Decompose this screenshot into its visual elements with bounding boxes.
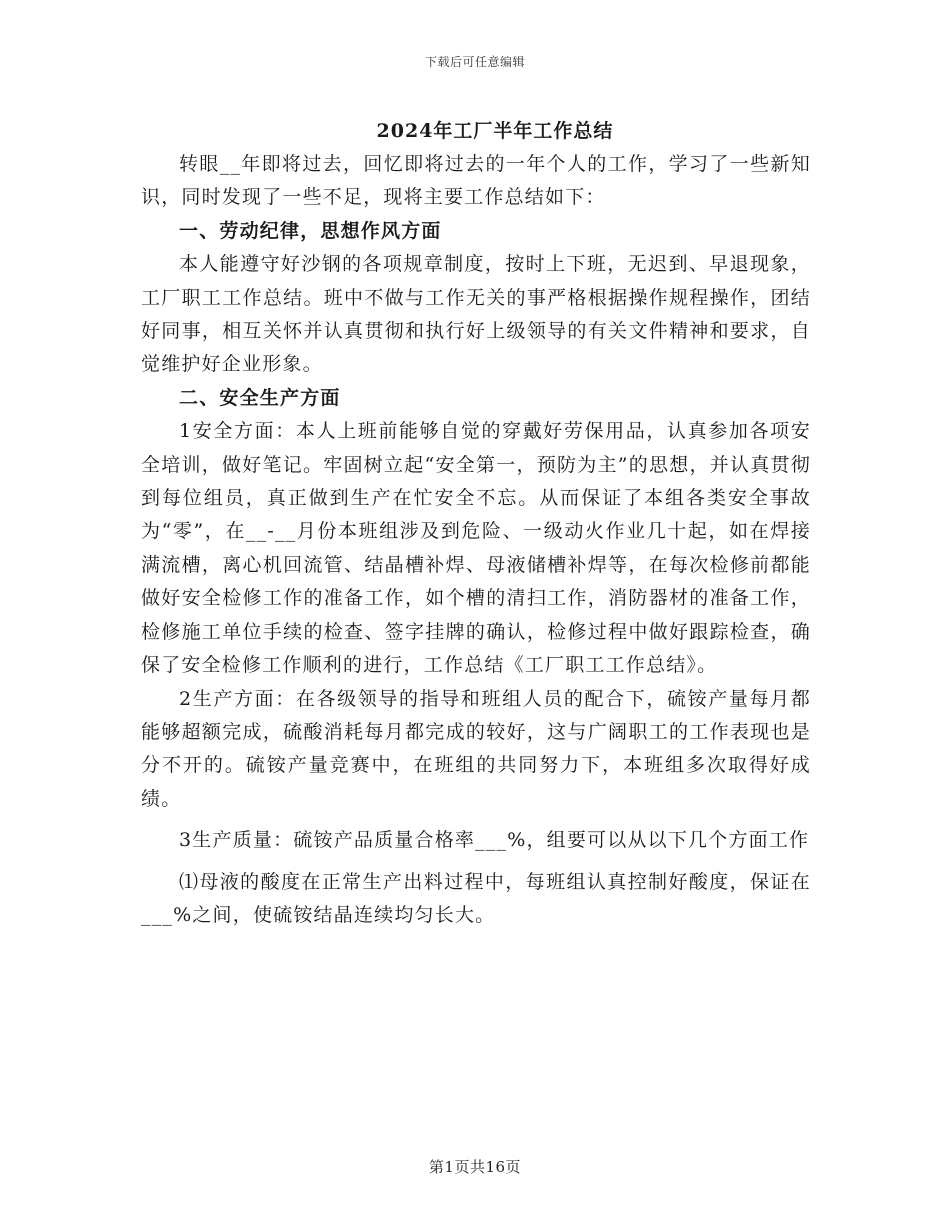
header-note: 下载后可任意编辑 [424, 55, 525, 69]
paragraph-acidity: ⑴母液的酸度在正常生产出料过程中，每班组认真控制好酸度，保证在___%之间，使硫铵结晶连续均匀长大。 [141, 870, 811, 926]
section-heading-discipline: 一、劳动纪律，思想作风方面 [179, 219, 442, 242]
document-title: 2024年工厂半年工作总结 [376, 120, 614, 142]
intro-paragraph: 转眼__年即将过去，回忆即将过去的一年个人的工作，学习了一些新知识，同时发现了一些不足，现将主要工作总结如下： [141, 153, 811, 209]
document-body [141, 148, 811, 932]
page-number: 第1页共16页 [428, 1158, 522, 1176]
paragraph-production: 2生产方面：在各级领导的指导和班组人员的配合下，硫铵产量每月都能够超额完成，硫酸消耗每月都完成的较好，这与广阔职工的工作表现也是分不开的。硫铵产量竞赛中，在班组的共同努力下，本班组多次取得好成绩。 [141, 687, 811, 810]
paragraph-safety: 1安全方面：本人上班前能够自觉的穿戴好劳保用品，认真参加各项安全培训，做好笔记。牢固树立起“安全第一，预防为主”的思想，并认真贯彻到每位组员，真正做到生产在忙安全不忘。从而保证了本组各类安全事故为“零”，在__-__月份本班组涉及到危险、一级动火作业几十起，如在焊接满流槽，离心机回流管、结晶槽补焊、母液储槽补焊等，在每次检修前都能做好安全检修工作的准备工作，如个槽的清扫工作，消防器材的准备工作，检修施工单位手续的检查、签字挂牌的确认，检修过程中做好跟踪检查，确保了安全检修工作顺利的进行，工作总结《工厂职工工作总结》。 [141, 420, 811, 677]
paragraph-discipline: 本人能遵守好沙钢的各项规章制度，按时上下班，无迟到、早退现象，工厂职工工作总结。班中不做与工作无关的事严格根据操作规程操作，团结好同事，相互关怀并认真贯彻和执行好上级领导的有关文件精神和要求，自觉维护好企业形象。 [141, 253, 811, 376]
paragraph-quality: 3生产质量：硫铵产品质量合格率___%，组要可以从以下几个方面工作 [179, 829, 810, 852]
section-heading-safety-production: 二、安全生产方面 [179, 386, 341, 409]
